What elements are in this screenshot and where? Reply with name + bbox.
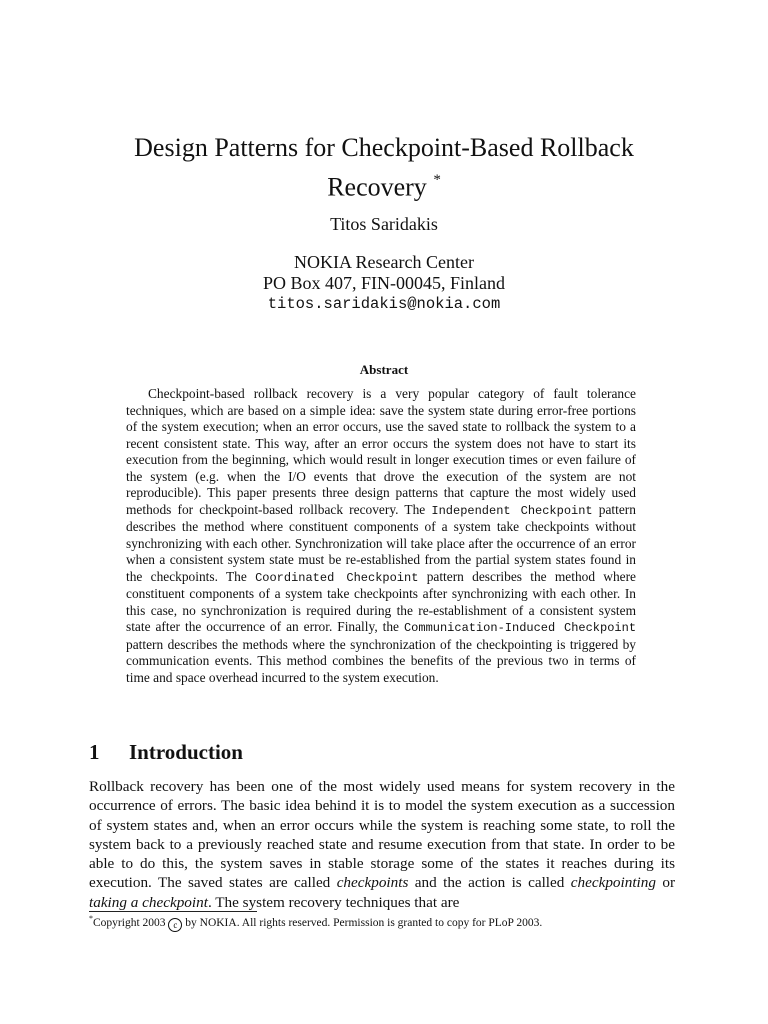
author-email[interactable]: titos.saridakis@nokia.com — [267, 295, 501, 313]
pattern-name-communication-induced: Communication-Induced Checkpoint — [403, 621, 637, 635]
copyright-icon: c — [168, 918, 182, 932]
affiliation-address: PO Box 407, FIN-00045, Finland — [262, 273, 505, 293]
abstract-text-4: pattern describes the methods where the synchronization of the checkpointing is triggered by communication events. This method combines the benefits of the previous two in terms of time and space overhead incurred to the system execution. — [126, 636, 636, 685]
paper-title — [0, 130, 768, 205]
section-heading — [89, 740, 243, 765]
intro-emphasis-checkpointing: checkpointing — [570, 874, 656, 892]
intro-text-1: Rollback recovery has been one of the most widely used means for system recovery in the occurrence of errors. The basic idea behind it is to model the system execution as a succession of system states and, when an error occurs while the system is reaching some state, to roll the system back to a previously reached state and resume execution from that state. In order to be able to do this, the system saves in stable storage some of the states it reaches during its execution. The saved states are called — [89, 778, 675, 892]
pattern-name-independent: Independent Checkpoint — [431, 503, 593, 518]
intro-emphasis-taking-checkpoint: taking a checkpoint — [89, 893, 208, 911]
intro-emphasis-checkpoints: checkpoints — [336, 874, 409, 892]
footnote — [89, 914, 689, 932]
abstract-text-2: pattern describes the method where constituent components of a system take checkpoints without synchronizing with each other. Synchronization will take place after the occurrence of an error when a consistent system state must be re-established from the partial system states found in the checkpoints. The — [126, 501, 636, 584]
title-line-2 — [0, 165, 768, 205]
title-line-2-text: Recovery — [327, 172, 427, 202]
intro-text-4: . The system recovery techniques that are — [207, 893, 460, 911]
abstract-text-3: pattern describes the method where constituent components of a system take checkpoints after synchronizing with each other. In this case, no synchronization is required during the re-establishment of a consistent system state after the occurrence of an error. Finally, the — [126, 568, 637, 634]
pattern-name-coordinated: Coordinated Checkpoint — [255, 570, 419, 585]
intro-text-3: or — [662, 874, 676, 892]
abstract-body — [126, 386, 636, 686]
title-line-1: Design Patterns for Checkpoint-Based Rollback — [134, 133, 634, 162]
author-name: Titos Saridakis — [330, 214, 438, 234]
footnote-rule — [89, 911, 257, 912]
section-number: 1 — [89, 740, 100, 764]
footnote-text-2: by NOKIA. All rights reserved. Permission is granted to copy for PLoP 2003. — [185, 916, 543, 929]
affiliation-org: NOKIA Research Center — [294, 252, 474, 272]
footnote-text-1: Copyright 2003 — [93, 916, 166, 929]
affiliation — [0, 252, 768, 315]
abstract-text-1: Checkpoint-based rollback recovery is a very popular category of fault tolerance techniques, which are based on a simple idea: save the system state during error-free portions of the system execution; when an error occurs, use the saved state to rollback the system to a recent consistent state. This way, after an error occurs the system does not have to start its execution from the beginning, which would result in longer execution times or even failure of the system (e.g. when the I/O events that drove the execution of the system are not reproducible). This paper presents three design patterns that capture the most widely used methods for checkpoint-based rollback recovery. The — [126, 386, 636, 517]
title-footnote-mark: * — [433, 172, 441, 188]
introduction-paragraph — [89, 777, 675, 912]
section-title: Introduction — [129, 740, 243, 764]
footnote-mark: * — [89, 914, 93, 923]
abstract-heading: Abstract — [359, 362, 409, 377]
intro-text-2: and the action is called — [414, 874, 565, 892]
